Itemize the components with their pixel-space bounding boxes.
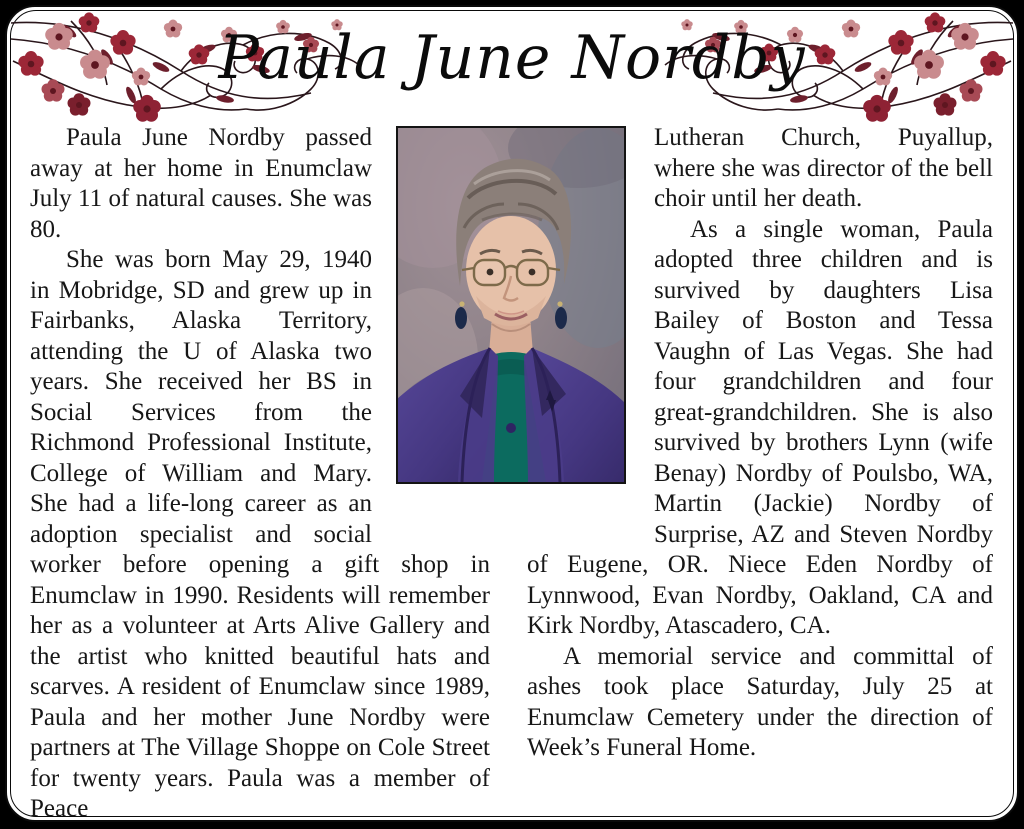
portrait-photo-illustration — [398, 128, 624, 482]
obituary-body — [30, 123, 993, 822]
header — [7, 7, 1017, 127]
portrait-photo — [396, 126, 626, 484]
paragraph: She was born May 29, 1940 in Mobridge, SD and grew up in Fairbanks, Alaska Territory, attending the U of Alaska two years. She received her BS in Social Services from the Richmond Professional Institute, College of William and Mary. She had a life-long career as an adoption specialist and social worker before opening a gift shop in Enumclaw in 1990. Residents will remember her as a volunteer at Arts Alive Gallery and the artist who knitted beautiful hats and scarves. A resident of Enumclaw since 1989, Paula and her mother June Nordby were partners at The Village Shoppe on Cole Street for twenty years. Paula was a member of Peace — [30, 246, 490, 822]
paragraph: A memorial service and committal of ashes took place Saturday, July 25 at Enumclaw Cemetery under the direction of Week’s Funeral Home. — [527, 642, 993, 761]
page-title: Paula June Nordby — [218, 23, 806, 93]
paragraph: As a single woman, Paula adopted three children and is survived by daughters Lisa Bailey of Boston and Tessa Vaughn of Las Vegas. She had four grandchildren and four great-grandchildren. She is also survived by brothers Lynn (wife Benay) Nordby of Poulsbo, WA, Martin (Jackie) Nordby of Surprise, AZ and Steven Nordby of Eugene, OR. Niece Eden Nordby of Lynnwood, Evan Nordby, Oakland, CA and Kirk Nordby, Atascadero, CA. — [527, 215, 993, 639]
paragraph: Lutheran Church, Puyallup, where she was director of the bell choir until her death. — [654, 124, 993, 212]
paragraph: Paula June Nordby passed away at her home in Enumclaw July 11 of natural causes. She was 80. — [30, 124, 372, 243]
obituary-card — [5, 5, 1019, 822]
